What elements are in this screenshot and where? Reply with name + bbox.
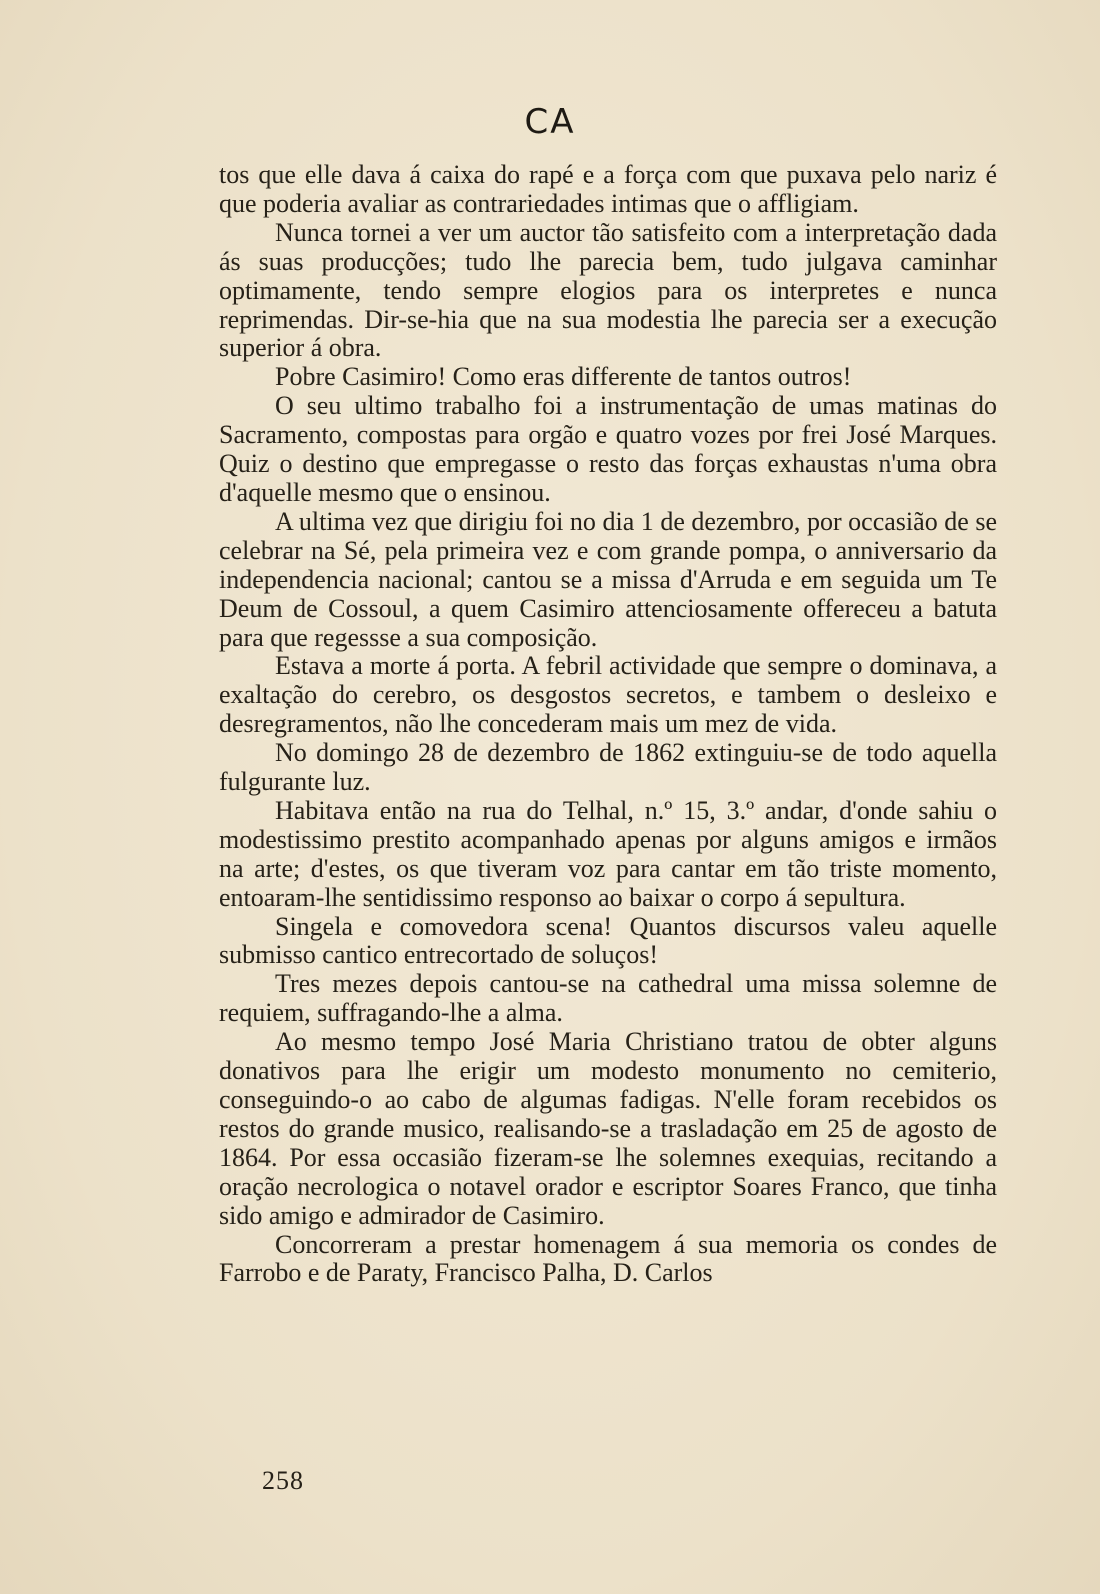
paragraph: Nunca tornei a ver um auctor tão satisfeito com a interpretação dada ás suas producções; tudo lhe parecia bem, tudo julgava caminhar optimamente, tendo sempre elogios para os interpretes e nunca reprimendas. Dir-se-hia que na sua modestia lhe parecia ser a execução superior á obra. [219, 217, 997, 363]
body-text [219, 161, 997, 1288]
paragraph: Habitava então na rua do Telhal, n.º 15, 3.º andar, d'onde sahiu o modestissimo prestito acompanhado apenas por alguns amigos e irmãos na arte; d'estes, os que tiveram voz para cantar em tão triste momento, entoaram-lhe sentidissimo responso ao baixar o corpo á sepultura. [219, 795, 997, 912]
running-head: CA [524, 102, 576, 142]
paragraph: Ao mesmo tempo José Maria Christiano tratou de obter alguns donativos para lhe erigir um modesto monumento no cemiterio, conseguindo-o ao cabo de algumas fadigas. N'elle foram recebidos os restos do grande musico, realisando-se a trasladação em 25 de agosto de 1864. Por essa occasião fizeram-se lhe solemnes exequias, recitando a oração necrologica o notavel orador e escriptor Soares Franco, que tinha sido amigo e admirador de Casimiro. [219, 1027, 997, 1230]
paragraph: Tres mezes depois cantou-se na cathedral uma missa solemne de requiem, suffragando-lhe a alma. [219, 969, 997, 1028]
paragraph: No domingo 28 de dezembro de 1862 extinguiu-se de todo aquella fulgurante luz. [219, 738, 997, 797]
paragraph: Pobre Casimiro! Como eras differente de tantos outros! [275, 362, 852, 392]
paragraph: O seu ultimo trabalho foi a instrumentação de umas matinas do Sacramento, compostas para orgão e quatro vozes por frei José Marques. Quiz o destino que empregasse o resto das forças exhaustas n'uma obra d'aquelle mesmo que o ensinou. [219, 391, 997, 507]
paragraph: Singela e comovedora scena! Quantos discursos valeu aquelle submisso cantico entrecortado de soluços! [219, 911, 997, 970]
paragraph: Concorreram a prestar homenagem á sua memoria os condes de Farrobo e de Paraty, Francisco Palha, D. Carlos [219, 1229, 997, 1288]
paragraph: Estava a morte á porta. A febril actividade que sempre o dominava, a exaltação do cerebro, os desgostos secretos, e tambem o desleixo e desregramentos, não lhe concederam mais um mez de vida. [219, 651, 997, 739]
page-number: 258 [262, 1466, 304, 1495]
paragraph: A ultima vez que dirigiu foi no dia 1 de dezembro, por occasião de se celebrar na Sé, pela primeira vez e com grande pompa, o anniversario da independencia nacional; cantou se a missa d'Arruda e em seguida um Te Deum de Cossoul, a quem Casimiro attenciosamente offereceu a batuta para que regessse a sua composição. [219, 506, 997, 652]
paragraph: tos que elle dava á caixa do rapé e a força com que puxava pelo nariz é que poderia avaliar as contrariedades intimas que o affligiam. [219, 160, 997, 218]
